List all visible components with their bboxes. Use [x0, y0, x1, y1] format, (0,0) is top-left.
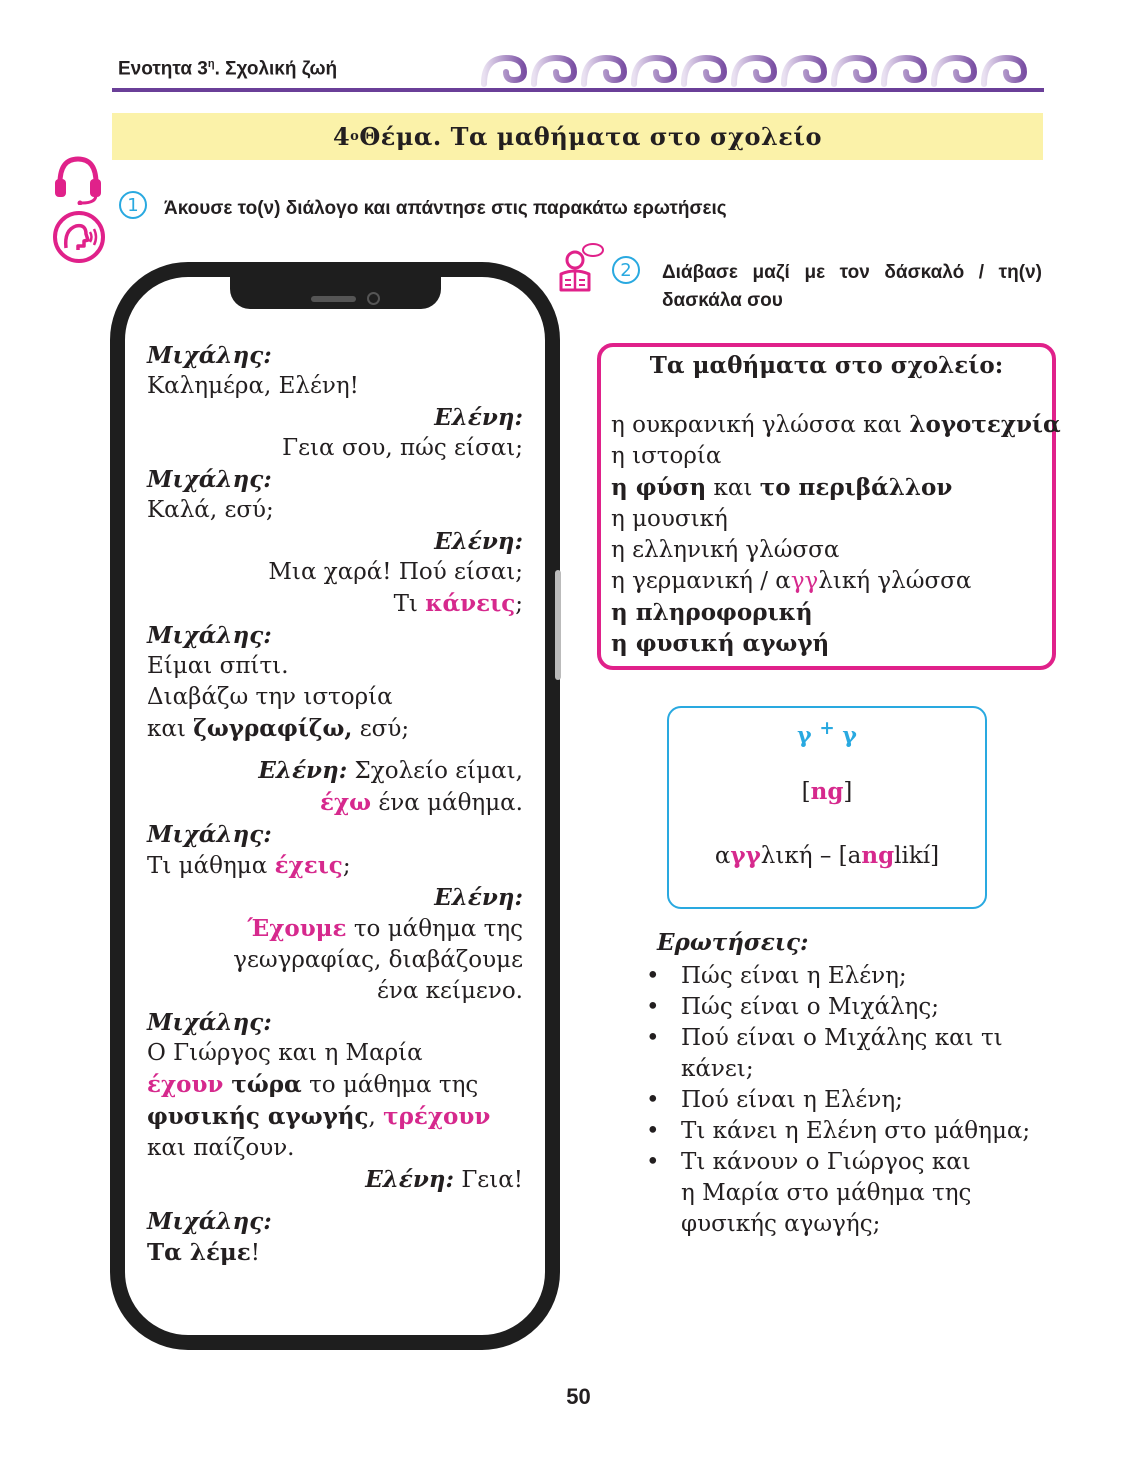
dialogue-line: Έχουμε το μάθημα της: [247, 915, 523, 942]
list-item: • Τι κάνουν ο Γιώργος και η Μαρία στο μάθημα της φυσικής αγωγής;: [646, 1149, 972, 1237]
dialogue-line: Τι μάθημα έχεις;: [147, 852, 351, 879]
speaker-michalis: Μιχάλης:: [147, 466, 272, 493]
list-item: η πληροφορική: [611, 599, 813, 626]
dialogue-line: Τι κάνεις;: [393, 590, 523, 617]
phonics-sound: [ng]: [801, 778, 853, 805]
speaker-eleni: Ελένη:: [434, 404, 523, 431]
task-1-instruction: Άκουσε το(ν) διάλογο και απάντησε στις παρακάτω ερωτήσεις: [164, 198, 727, 219]
dialogue-line: έχουν τώρα το μάθημα της: [147, 1071, 479, 1098]
dialogue-line: και παίζουν.: [147, 1135, 295, 1161]
speaker-eleni: Ελένη:: [434, 528, 523, 555]
decorative-wave-pattern: [480, 50, 1044, 88]
phone-side-button: [555, 570, 561, 680]
dialogue-line: Καλά, εσύ;: [147, 497, 274, 523]
dialogue-line: Ο Γιώργος και η Μαρία: [147, 1040, 423, 1066]
dialogue-line: Διαβάζω την ιστορία: [147, 684, 393, 710]
list-item: η μουσική: [611, 506, 728, 532]
list-item: η φύση και το περιβάλλον: [611, 474, 953, 501]
dialogue-line: έχω ένα μάθημα.: [320, 789, 523, 816]
dialogue-line: Μια χαρά! Πού είσαι;: [268, 559, 523, 585]
list-item: • Πώς είναι η Ελένη;: [646, 963, 907, 989]
list-item: η ελληνική γλώσσα: [611, 537, 840, 563]
list-item: η ουκρανική γλώσσα και λογοτεχνία: [611, 411, 1061, 438]
speaker-michalis: Μιχάλης:: [147, 821, 272, 848]
dialogue-line: γεωγραφίας, διαβάζουμε: [233, 947, 523, 973]
dialogue-line: φυσικής αγωγής, τρέχουν: [147, 1103, 491, 1130]
list-item: η ιστορία: [611, 443, 722, 469]
list-item: • Πού είναι η Ελένη;: [646, 1087, 903, 1113]
subjects-list: [611, 409, 1061, 659]
phone-speaker: [311, 296, 356, 302]
questions-title: Ερωτήσεις:: [657, 929, 809, 956]
speaker-michalis: Μιχάλης:: [147, 1208, 272, 1235]
list-item: • Πού είναι ο Μιχάλης και τι κάνει;: [646, 1025, 1003, 1082]
task-1-number: 1: [119, 191, 147, 219]
task-2-instruction: Διάβασε μαζί με τον δάσκαλό / τη(ν) δασκάλα σου: [662, 262, 1042, 311]
dialogue-line: και ζωγραφίζω, εσύ;: [147, 715, 410, 742]
phonics-example: αγγλική – [anglikí]: [714, 842, 940, 869]
questions-list: [646, 961, 1046, 1240]
headphones-icon: [52, 153, 104, 205]
dialogue-line: Καλημέρα, Ελένη!: [147, 373, 359, 399]
dialogue-line: Τα λέμε!: [147, 1239, 260, 1266]
speaker-michalis: Μιχάλης:: [147, 342, 272, 369]
dialogue-line: Είμαι σπίτι.: [147, 653, 289, 679]
dialogue-line: Ελένη: Γεια!: [365, 1166, 523, 1193]
topic-title: 4 ο Θέμα. Τα μαθήματα στο σχολείο: [112, 113, 1043, 160]
phone-notch: [230, 264, 441, 309]
unit-label: Ενοτητα $3^\eta$. Σχολική ζωή: [118, 58, 338, 80]
dialogue-line: ένα κείμενο.: [376, 978, 523, 1004]
speaker-michalis: Μιχάλης:: [147, 622, 272, 649]
list-item: • Πώς είναι ο Μιχάλης;: [646, 994, 939, 1020]
list-item: • Τι κάνει η Ελένη στο μάθημα;: [646, 1118, 1031, 1144]
dialogue: [147, 340, 523, 1269]
list-item: η γερμανική / αγγλική γλώσσα: [611, 568, 972, 594]
subjects-title: Τα μαθήματα στο σχολείο:: [649, 352, 1004, 379]
dialogue-line: Γεια σου, πώς είσαι;: [282, 435, 523, 461]
reading-student-icon: [553, 240, 605, 296]
page-number: 50: [566, 1384, 591, 1409]
header-rule: [112, 88, 1044, 92]
speaker-michalis: Μιχάλης:: [147, 1009, 272, 1036]
list-item: η φυσική αγωγή: [611, 630, 830, 657]
phonics-rule: γ + γ: [797, 718, 857, 749]
speaker-eleni: Ελένη:: [434, 884, 523, 911]
speaking-head-icon: [52, 210, 106, 264]
phone-camera: [367, 292, 380, 305]
dialogue-line: Ελένη: Σχολείο είμαι,: [258, 757, 523, 784]
task-2-number: 2: [612, 256, 640, 284]
